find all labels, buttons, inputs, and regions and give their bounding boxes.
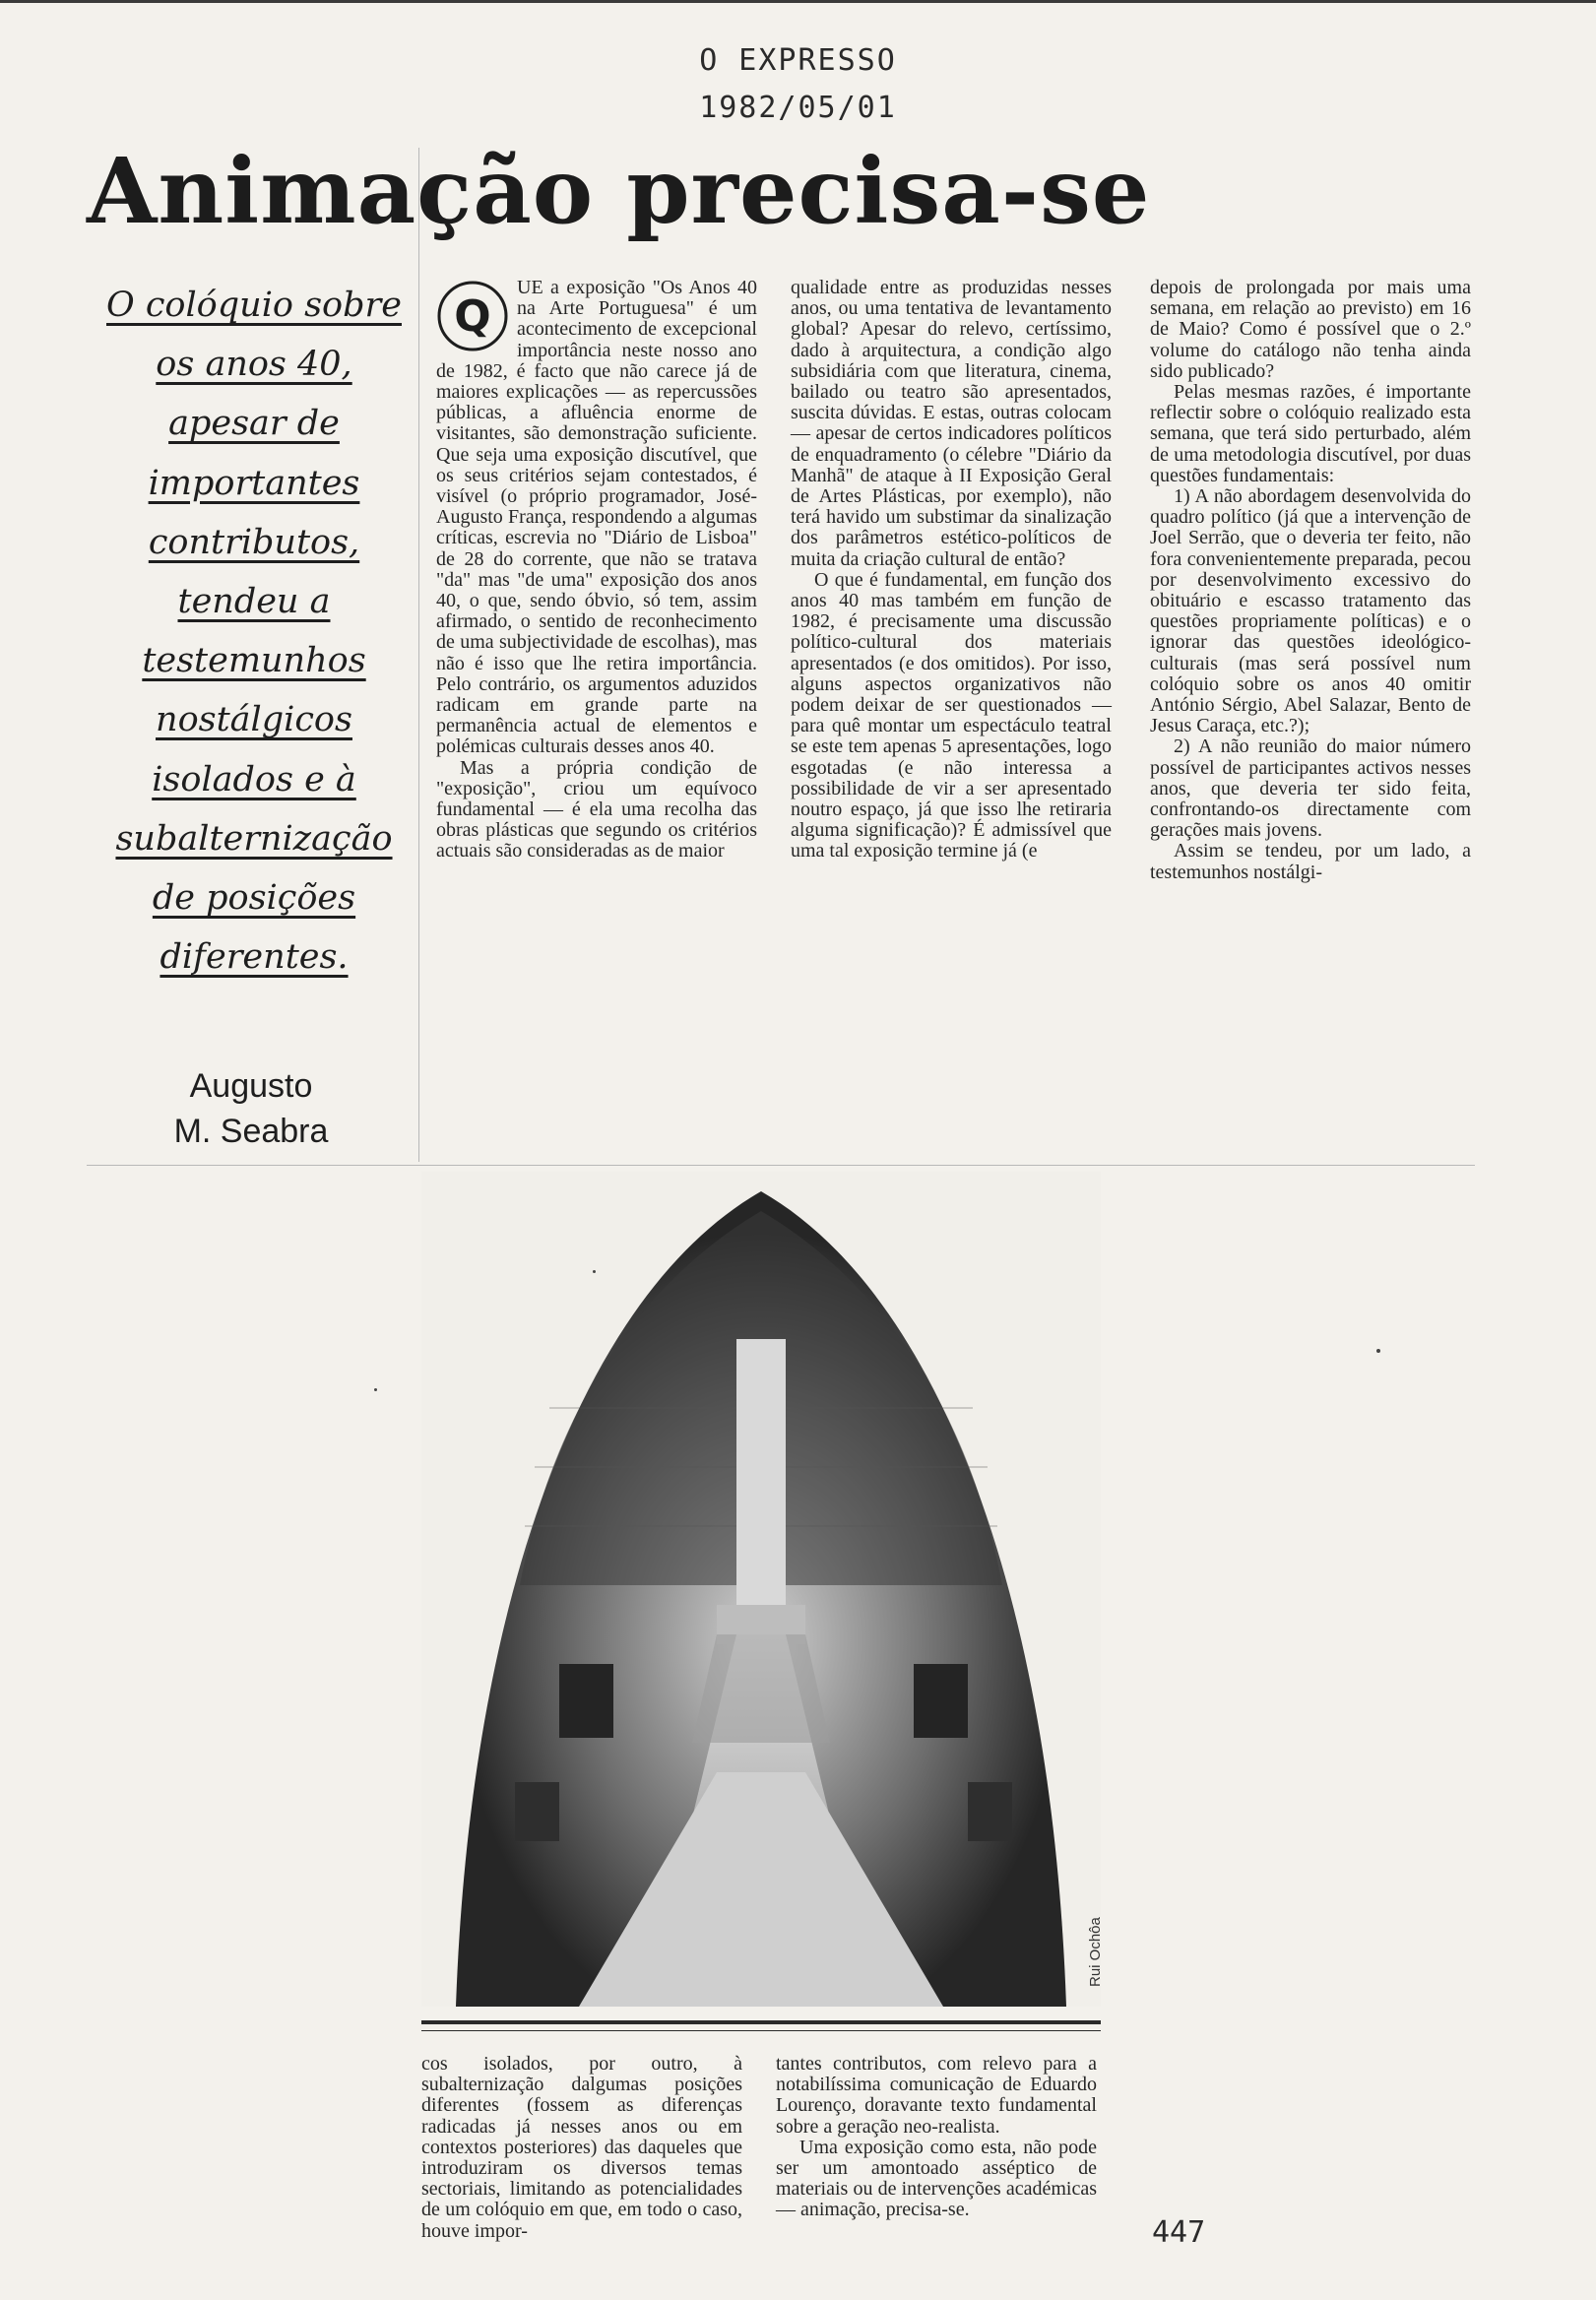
paragraph: cos isolados, por outro, à subalternização dalgumas posições diferentes (fossem as diferenças radicadas já nesses anos ou em contextos posteriores) das daqueles que introduziram os diversos temas sectoriais, limitando as potencialidades de um colóquio em que, em todo o caso, houve impor- [421, 2053, 742, 2242]
bottom-rule-thick [421, 2020, 1101, 2024]
publication-name: O EXPRESSO [699, 43, 897, 78]
article-column-4 [421, 2054, 742, 2242]
byline [148, 1063, 354, 1154]
headline: Animação precisa-se [87, 138, 1151, 244]
scan-speck [1376, 1349, 1380, 1353]
section-rule [87, 1165, 1475, 1166]
article-column-1 [436, 278, 757, 862]
lede-line: O colóquio sobre [106, 286, 402, 325]
paragraph: Mas a própria condição de "exposição", criou um equívoco fundamental — é ela uma recolha das obras plásticas que segundo os critérios actuais são consideradas as de maior [436, 756, 757, 862]
lede-line: contributos, [148, 522, 360, 562]
lede-line: diferentes. [160, 937, 349, 978]
paragraph: 2) A não reunião do maior número possível de participantes activos nesses anos, que deveria ter sido feita, confrontando-os directamente com gerações mais jovens. [1150, 735, 1471, 842]
article-column-2 [791, 278, 1112, 862]
article-column-3 [1150, 278, 1471, 883]
exhibition-photo [421, 1172, 1101, 2007]
dropcap-q [436, 280, 509, 352]
author-last-name: M. Seabra [173, 1113, 329, 1150]
paragraph: Uma exposição como esta, não pode ser um amontoado asséptico de materiais ou de intervenções académicas — animação, precisa-se. [776, 2136, 1097, 2221]
publication-date: 1982/05/01 [699, 91, 897, 125]
lede-line: testemunhos [142, 641, 366, 681]
paragraph: Pelas mesmas razões, é importante reflectir sobre o colóquio realizado esta semana, que terá sido perturbado, além de uma metodologia discutível, por duas questões fundamentais: [1150, 381, 1471, 486]
paragraph: depois de prolongada por mais uma semana, em relação ao previsto) em 16 de Maio? Como é possível que o 2.º volume do catálogo não tenha ainda sido publicado? [1150, 277, 1471, 382]
lede-line: apesar de [168, 404, 340, 444]
lede-line: de posições [152, 878, 356, 919]
article-column-5 [776, 2054, 1097, 2221]
lede-line: subalternização [115, 818, 393, 859]
paragraph: UE a exposição "Os Anos 40 na Arte Portuguesa" é um acontecimento de excepcional importância neste nosso ano de 1982, é facto que não carece já de maiores explicações — as repercussões públicas, a afluência enorme de visitantes, são demonstração suficiente. Que seja uma exposição discutível, que os seus critérios sejam contestados, é visível (o próprio programador, José-Augusto França, respondendo a algumas críticas, escrevia no "Diário de Lisboa" de 28 do corrente, que não se tratava "da" mas "de uma" exposição dos anos 40, o que, sendo óbvio, só tem, assim afirmado, o sentido de reconhecimento de uma subjectividade de escolhas), mas não é isso que lhe retira importância. Pelo contrário, os argumentos aduzidos radicam em grande parte na permanência actual de elementos e polémicas culturais desses anos 40. [436, 277, 757, 758]
paragraph: Assim se tendeu, por um lado, a testemunhos nostálgi- [1150, 840, 1471, 883]
scan-top-edge [0, 0, 1596, 3]
paragraph: 1) A não abordagem desenvolvida do quadro político (já que a intervenção de Joel Serrão, que o deveria ter feito, não fora convenientemente preparada, pecou por desenvolvimento excessivo do obituário e escasso tratamento das questões propriamente políticas) e o ignorar das questões ideológico-culturais (mas será possível num colóquio sobre os anos 40 omitir António Sérgio, Abel Salazar, Bento de Jesus Caraça, etc.?); [1150, 485, 1471, 737]
paragraph: qualidade entre as produzidas nesses anos, ou uma tentativa de levantamento global? Apesar do relevo, certíssimo, dado à arquitectura, a condição algo subsidiária com que literatura, cinema, bailado ou teatro são apresentados, suscita dúvidas. E estas, outras colocam — apesar de certos indicadores políticos de enquadramento (o célebre "Diário da Manhã" de ataque à II Exposição Geral de Artes Plásticas, por exemplo), não terá havido um substimar da sinalização dos parâmetros estético-políticos de muita da criação cultural de então? [791, 277, 1112, 570]
lede-line: tendeu a [177, 582, 331, 622]
lede-line: os anos 40, [156, 345, 352, 385]
lede-line: importantes [148, 463, 360, 503]
paragraph: tantes contributos, com relevo para a notabilíssima comunicação de Eduardo Lourenço, doravante texto fundamental sobre a geração neo-realista. [776, 2053, 1097, 2138]
paragraph: O que é fundamental, em função dos anos 40 mas também em função de 1982, é precisamente uma discussão político-cultural dos materiais apresentados (e dos omitidos). Por isso, alguns aspectos organizativos não podem deixar de ser questionados — para quê montar um espectáculo teatral se este tem apenas 5 apresentações, logo esgotadas (e não interessa a possibilidade de vir a ser apresentado noutro espaço, já que isso lhe retiraria alguma significação)? É admissível que uma tal exposição termine já (e [791, 568, 1112, 862]
author-first-name: Augusto [189, 1067, 313, 1105]
lede-line: isolados e à [152, 759, 356, 799]
photo-credit-text: Rui Ochôa [1087, 1917, 1104, 1987]
page-number: 447 [1152, 2215, 1206, 2250]
photo-credit [1083, 1900, 1103, 1989]
bottom-rule-thin [421, 2030, 1101, 2031]
column-divider [418, 148, 419, 1162]
lede-line: nostálgicos [156, 700, 352, 740]
dropcap-letter: Q [454, 291, 491, 342]
scan-speck [593, 1270, 596, 1273]
scan-speck [374, 1388, 377, 1391]
lede [91, 276, 417, 987]
